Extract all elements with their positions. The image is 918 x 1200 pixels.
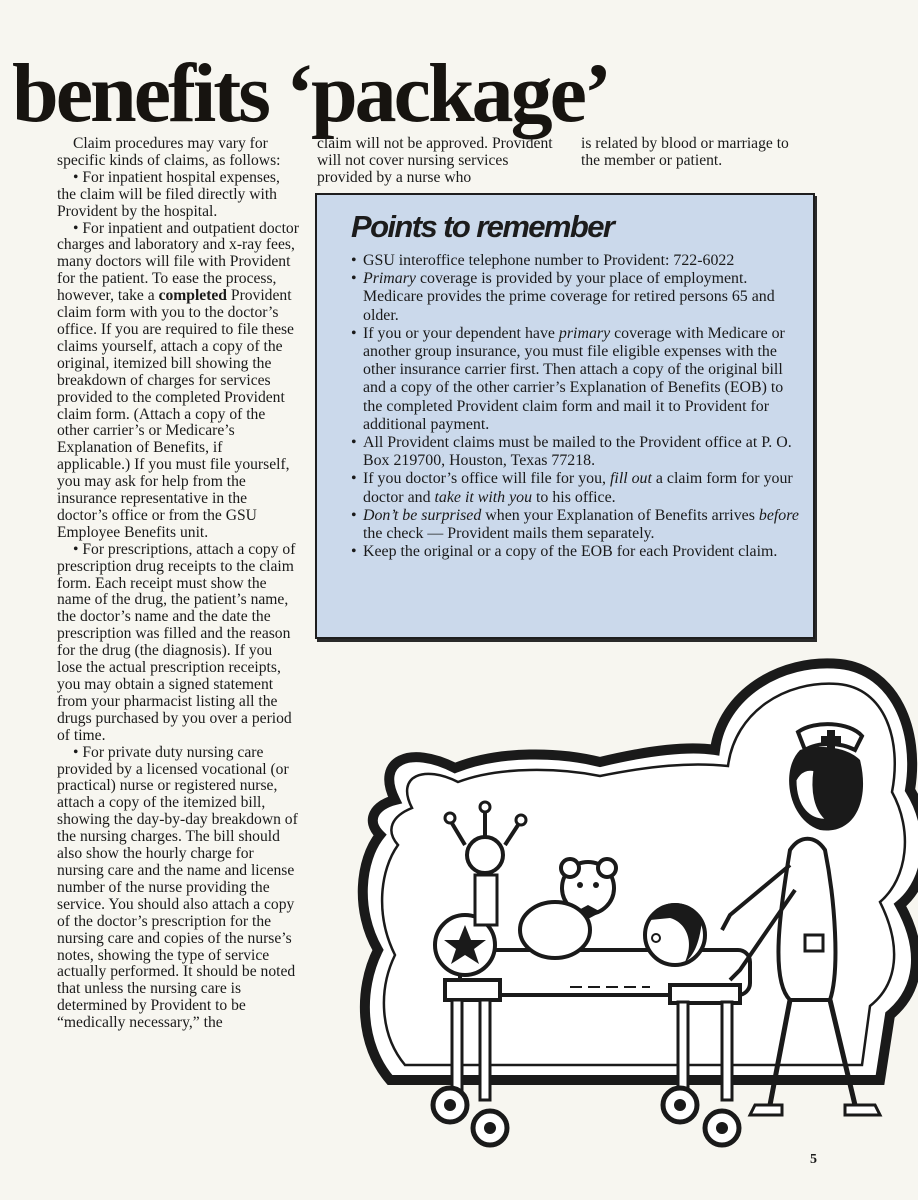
paragraph-nursing-end: is related by blood or marriage to the member or patient.	[581, 135, 789, 169]
point-eob-em2: before	[758, 506, 799, 524]
jack-in-box-spring	[475, 875, 497, 925]
point-keep-text: Keep the original or a copy of the EOB for each Provident claim.	[363, 543, 778, 561]
bed-footboard	[670, 985, 740, 1003]
paragraph-doctor-charges	[57, 221, 299, 542]
point-dependent-post: coverage with Medicare or another group insurance, you must file eligible expenses with the other insurance carrier first. Then attach a copy of the original bill and a copy of the other carrier’s Explanation of Benefits (EOB) to the completed Provident claim form and mail it to Provident for additional payment.	[363, 324, 785, 433]
point-dependent	[351, 325, 799, 434]
point-phone-text: GSU interoffice telephone number to Provident: 722-6022	[363, 252, 735, 269]
teddy-ear-right	[598, 859, 616, 877]
point-primary-text: coverage is provided by your place of employment. Medicare provides the prime coverage for retired persons 65 and older.	[363, 270, 775, 324]
page-number: 5	[810, 1152, 817, 1167]
point-eob-mid: when your Explanation of Benefits arrives	[481, 506, 759, 524]
paragraph-nursing-cont: claim will not be approved. Provident will not cover nursing services provided by a nurse who	[317, 135, 553, 186]
body-column-3	[581, 136, 811, 170]
bed-headboard	[445, 980, 500, 1000]
point-dependent-em: primary	[558, 324, 611, 342]
point-eob-timing	[351, 507, 799, 543]
wheel-2-hub	[484, 1122, 496, 1134]
point-primary	[351, 270, 799, 325]
wheel-4-hub	[716, 1122, 728, 1134]
point-eob-em1: Don’t be surprised	[363, 506, 482, 524]
point-doctor-mid: a claim form for your doctor and	[363, 470, 793, 506]
body-column-2	[317, 136, 557, 187]
points-list	[351, 252, 799, 561]
point-dependent-pre: If you or your dependent have	[363, 324, 559, 342]
point-doctor-pre: If you doctor’s office will file for you,	[363, 470, 610, 488]
bed-leg-right	[678, 1002, 688, 1100]
point-keep-eob	[351, 543, 799, 561]
jester-head	[467, 837, 503, 873]
bed-leg-right2	[722, 1002, 732, 1100]
jester-bell-1	[445, 813, 455, 823]
wheel-1-hub	[444, 1099, 456, 1111]
nurse-illustration	[350, 650, 918, 1150]
point-eob-post: the check — Provident mails them separately.	[363, 525, 655, 543]
paragraph-prescriptions: • For prescriptions, attach a copy of prescription drug receipts to the claim form. Each receipt must show the name of the drug, the patient’s name, the doctor’s name and the date the prescription was filled and the reason for the drug (the diagnosis). If you lose the actual prescription receipts, you may obtain a signed statement from your pharmacist listing all the drugs purchased by you over a period of time.	[57, 540, 296, 744]
jester-bell-3	[516, 815, 526, 825]
point-mailing	[351, 434, 799, 470]
point-mailing-text: All Provident claims must be mailed to the Provident office at P. O. Box 219700, Houston, Texas 77218.	[363, 434, 792, 470]
nurse-body	[778, 839, 835, 1000]
paragraph-intro: Claim procedures may vary for specific kinds of claims, as follows:	[57, 135, 281, 169]
box-heading: Points to remember	[351, 209, 614, 244]
page-title: benefits ‘package’	[12, 47, 609, 140]
doctor-charges-text-cont: Provident claim form with you to the doctor’s office. If you are required to file these claims yourself, attach a copy of the original, itemized bill showing the breakdown of charges for services provided to the completed Provident claim form. (Attach a copy of the other carrier’s or Medicare’s Explanation of Benefits, if applicable.) If you must file yourself, you may ask for help from the insurance representative in the doctor’s office or from the GSU Employee Benefits unit.	[57, 287, 294, 541]
paragraph-inpatient: • For inpatient hospital expenses, the claim will be filed directly with Provident by the hospital.	[57, 168, 280, 220]
nurse-shoe-right	[845, 1105, 880, 1115]
teddy-eye-l	[577, 882, 583, 888]
point-doctor-office	[351, 470, 799, 506]
teddy-body	[520, 902, 590, 958]
jester-bell-2	[480, 802, 490, 812]
nurse-shoe-left	[750, 1105, 782, 1115]
point-doctor-post: to his office.	[532, 488, 616, 506]
point-phone	[351, 252, 799, 270]
completed-emphasis: completed	[158, 287, 227, 305]
point-doctor-em2: take it with you	[434, 488, 533, 506]
point-doctor-em1: fill out	[609, 470, 652, 488]
body-column-1	[57, 136, 299, 1032]
bed-leg-left	[452, 1000, 462, 1100]
point-primary-em: Primary	[363, 270, 416, 288]
teddy-eye-r	[593, 882, 599, 888]
wheel-3-hub	[674, 1099, 686, 1111]
points-to-remember-box	[315, 193, 815, 639]
nurse-pocket	[805, 935, 823, 951]
doctor-charges-text: • For inpatient and outpatient doctor charges and laboratory and x-ray fees, many doctors will file with Provident for the patient. To ease the process, however, take a	[57, 219, 299, 305]
teddy-ear-left	[561, 859, 579, 877]
paragraph-nursing: • For private duty nursing care provided by a licensed vocational (or practical) nurse or registered nurse, attach a copy of the itemized bill, showing the day-by-day breakdown of the nursing charges. The bill should also show the hourly charge for nursing care and the name and license number of the nurse providing the service. You should also attach a copy of the doctor’s prescription for the nursing care and copies of the nurse’s notes, showing the type of service actually performed. It should be noted that unless the nursing care is determined by Provident to be “medically necessary,” the	[57, 743, 298, 1032]
bed-leg-left2	[480, 1000, 490, 1100]
